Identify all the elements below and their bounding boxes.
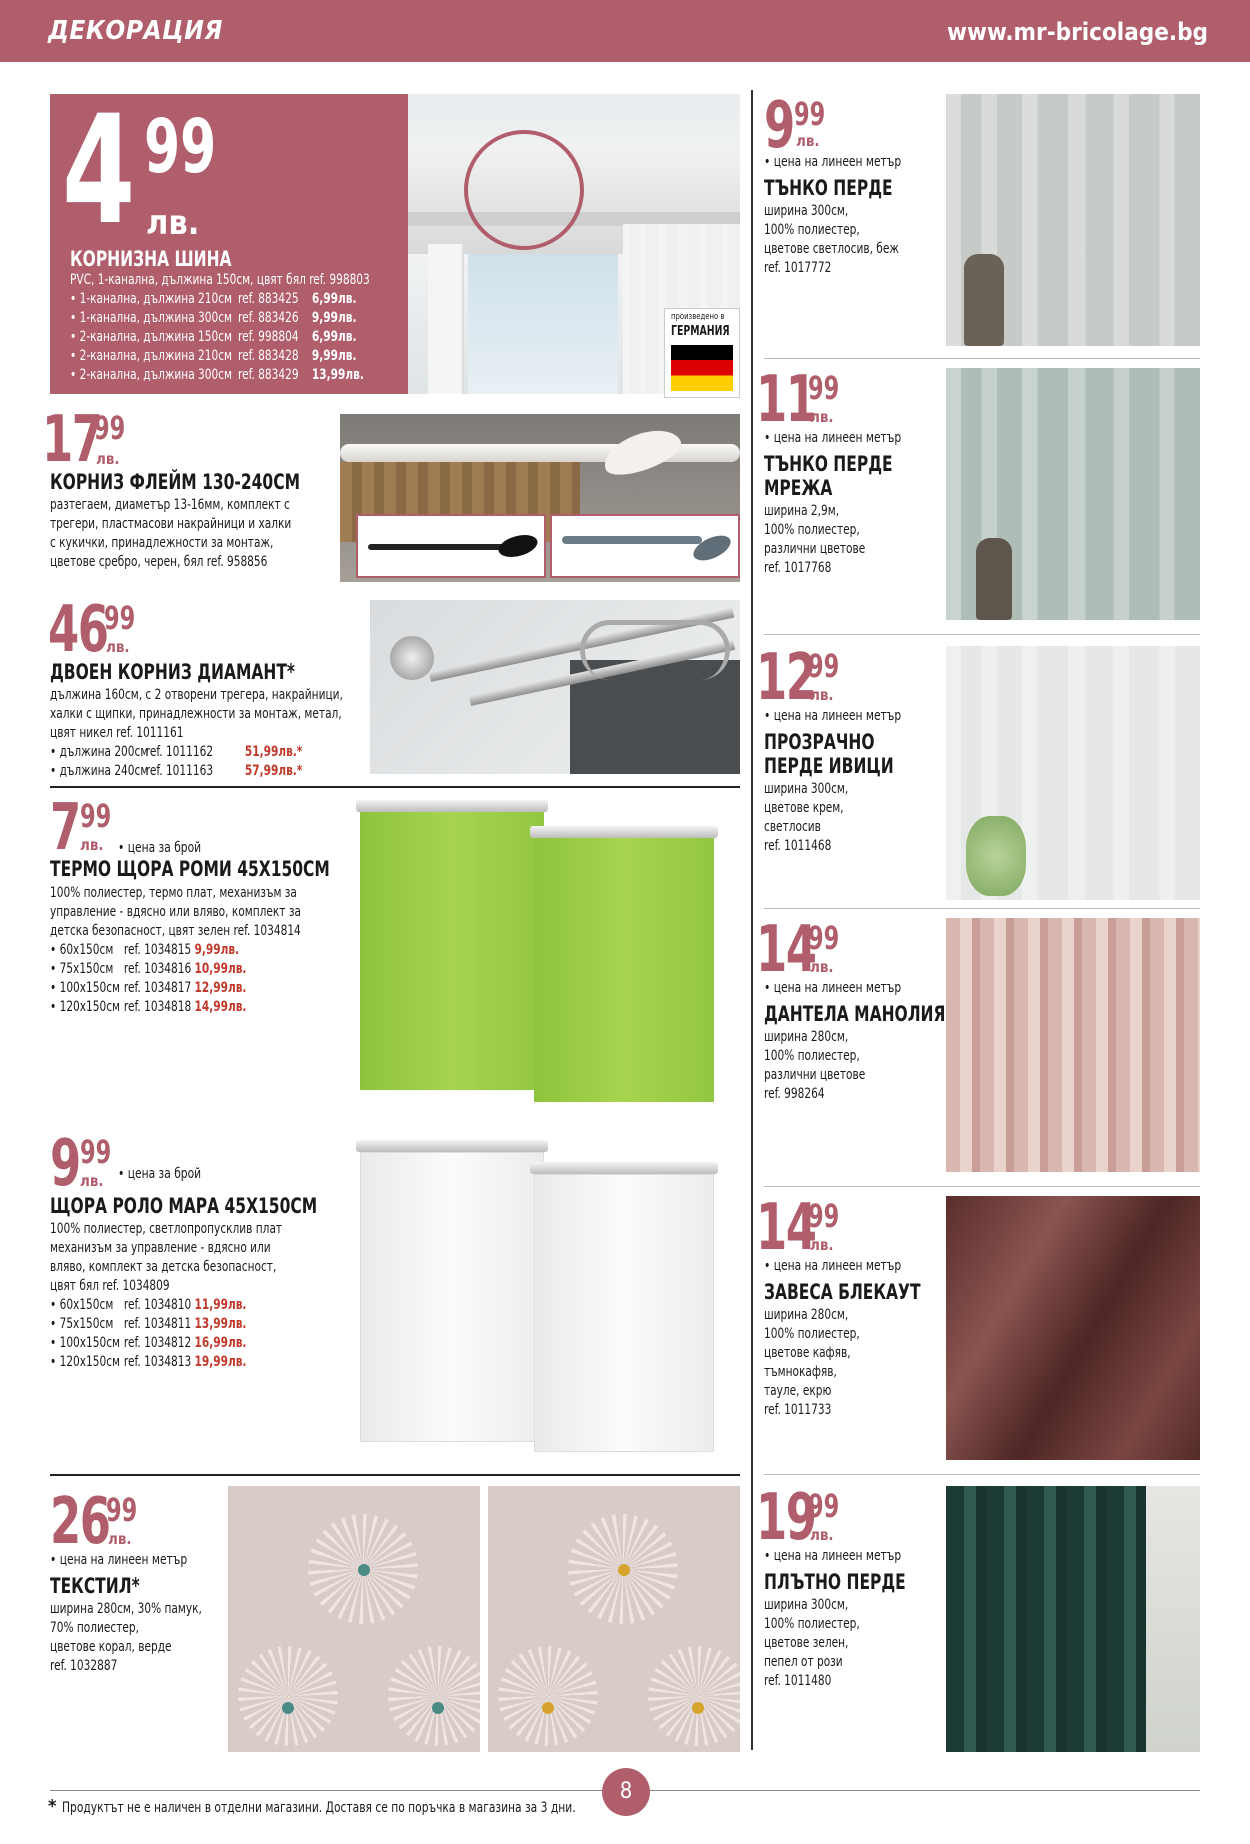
- footnote-star: *: [48, 1796, 57, 1817]
- variant-ref: ref. 1034811: [123, 1316, 192, 1332]
- variant-row: [50, 762, 343, 781]
- diamant-title: ДВОЕН КОРНИЗ ДИАМАНТ*: [50, 660, 296, 684]
- stripes-price: 12 99 лв.: [756, 641, 840, 715]
- rail-description: PVC, 1-канална, дължина 150см, цвят бял ref. 998803 • 1-канална, дължина 210см ref. 883425 6,99лв. • 1-канална, дължина 300см ref. 883426 9,99лв. • 2-канална, дължина 150см ref. 998804 6,99лв. • 2-канална, дължина 210см ref. 883428 9,99лв. • 2-канална, дължина 300см ref. 883429 13,99лв.: [70, 272, 370, 383]
- romi-title: ТЕРМО ЩОРА РОМИ 45Х150СМ: [50, 857, 330, 881]
- variant-ref: ref. 1034816: [123, 961, 192, 977]
- stripes-title-2: ПЕРДЕ ИВИЦИ: [764, 754, 894, 778]
- variant-ref: ref. 1034812: [123, 1335, 192, 1351]
- lace-price: 14 99 лв.: [756, 913, 840, 987]
- variant-ref: ref. 1034815: [123, 942, 192, 958]
- lace-unit: • цена на линеен метър: [764, 980, 902, 996]
- romi-variants: [50, 941, 301, 1017]
- variant-row: [70, 328, 370, 347]
- mara-image-1: [356, 1140, 548, 1430]
- variant-size: • дължина 200см: [50, 744, 149, 760]
- romi-image-1: [356, 800, 548, 1090]
- thin-unit: • цена на линеен метър: [764, 154, 902, 170]
- variant-row: [50, 998, 301, 1017]
- romi-image-2: [530, 826, 718, 1116]
- row-divider: [764, 1474, 1200, 1475]
- variant-size: • 120х150см: [50, 999, 121, 1015]
- variant-row: [50, 1296, 282, 1315]
- variant-ref: ref. 1011163: [145, 763, 214, 779]
- lace-title: ДАНТЕЛА МАНОЛИЯ: [764, 1002, 946, 1026]
- section-divider: [50, 786, 740, 788]
- diamant-variants: [50, 743, 343, 781]
- dense-description: ширина 300см, 100% полиестер, цветове зелен, пепел от рози ref. 1011480: [764, 1597, 860, 1689]
- textile-description: ширина 280см, 30% памук, 70% полиестер, цветове корал, верде ref. 1032887: [50, 1601, 202, 1674]
- column-divider: [751, 90, 753, 1750]
- variant-size: • 120х150см: [50, 1354, 121, 1370]
- blackout-title: ЗАВЕСА БЛЕКАУТ: [764, 1280, 921, 1304]
- variant-price: 13,99лв.: [311, 367, 364, 383]
- variant-price: 11,99лв.: [194, 1297, 247, 1313]
- romi-price: 7 99 лв.: [50, 791, 112, 865]
- variant-size: • дължина 240см: [50, 763, 149, 779]
- flame-description: разтегаем, диаметър 13-16мм, комплект с трегери, пластмасови накрайници и халки с кукички, принадлежности за монтаж, цветове сребро, черен, бял ref. 958856: [50, 497, 292, 570]
- variant-row: [70, 309, 370, 328]
- mesh-price: 11 99 лв.: [756, 363, 840, 437]
- variant-row: [50, 1334, 282, 1353]
- variant-ref: ref. 883429: [238, 367, 299, 383]
- variant-row: [70, 347, 370, 366]
- variant-price: 6,99лв.: [311, 329, 357, 345]
- variant-row: [50, 1353, 282, 1372]
- variant-size: • 60х150см: [50, 942, 114, 958]
- diamant-description: дължина 160см, с 2 отворени трегера, накрайници, халки с щипки, принадлежности за монтаж, метал, цвят никел ref. 1011161 • дължина 200см ref. 1011162 51,99лв.* • дължина 240см ref. 1011163 57,99лв.*: [50, 687, 343, 779]
- variant-price: 14,99лв.: [194, 999, 247, 1015]
- variant-ref: ref. 1034817: [123, 980, 192, 996]
- page-header: [0, 0, 1250, 62]
- lace-description: ширина 280см, 100% полиестер, различни цветове ref. 998264: [764, 1029, 866, 1102]
- variant-row: [50, 743, 343, 762]
- variant-size: • 100х150см: [50, 980, 121, 996]
- stripes-description: ширина 300см, цветове крем, светлосив ref. 1011468: [764, 781, 849, 854]
- blackout-image: [946, 1196, 1200, 1460]
- variant-row: [50, 1315, 282, 1334]
- blackout-unit: • цена на линеен метър: [764, 1258, 902, 1274]
- flame-title: КОРНИЗ ФЛЕЙМ 130-240СМ: [50, 470, 300, 494]
- row-divider: [764, 358, 1200, 359]
- thin-description: ширина 300см, 100% полиестер, цветове светлосив, беж ref. 1017772: [764, 203, 899, 276]
- variant-price: 9,99лв.: [311, 310, 357, 326]
- blackout-description: ширина 280см, 100% полиестер, цветове кафяв, тъмнокафяв, тауле, екрю ref. 1011733: [764, 1307, 860, 1418]
- mara-title: ЩОРА РОЛО МАРА 45Х150СМ: [50, 1194, 318, 1218]
- variant-size: • 60х150см: [50, 1297, 114, 1313]
- variant-ref: ref. 1034810: [123, 1297, 192, 1313]
- made-in-germany-badge: произведено в ГЕРМАНИЯ: [664, 308, 740, 398]
- variant-price: 57,99лв.*: [244, 763, 303, 779]
- variant-price: 9,99лв.: [194, 942, 240, 958]
- blackout-price: 14 99 лв.: [756, 1191, 840, 1265]
- rail-title: КОРНИЗНА ШИНА: [70, 247, 232, 271]
- textile-title: ТЕКСТИЛ*: [50, 1574, 140, 1598]
- variant-ref: ref. 883426: [238, 310, 299, 326]
- mesh-title-2: МРЕЖА: [764, 476, 833, 500]
- rail-price: 4 99 лв.: [62, 84, 217, 258]
- variant-row: [50, 979, 301, 998]
- variant-ref: ref. 1011162: [145, 744, 214, 760]
- variant-price: 10,99лв.: [194, 961, 247, 977]
- germany-flag-icon: [671, 345, 733, 391]
- flame-price: 17 99 лв.: [42, 403, 126, 477]
- mara-description: 100% полиестер, светлопропусклив плат механизъм за управление - вдясно или вляво, комплект за детска безопасност, цвят бял ref. 1034809 • 60х150см ref. 1034810 11,99лв. • 75х150см ref. 1034811 13,99лв. • 100х150см ref. 1034812 16,99лв. • 120х150см ref. 1034813 19,99лв.: [50, 1221, 283, 1370]
- stripes-unit: • цена на линеен метър: [764, 708, 902, 724]
- row-divider: [764, 1186, 1200, 1187]
- section-title: ДЕКОРАЦИЯ: [48, 16, 223, 46]
- variant-size: • 1-канална, дължина 300см: [70, 310, 233, 326]
- stripes-title: ПРОЗРАЧНО: [764, 730, 875, 754]
- textile-unit: • цена на линеен метър: [50, 1552, 188, 1568]
- variant-price: 19,99лв.: [194, 1354, 247, 1370]
- variant-price: 13,99лв.: [194, 1316, 247, 1332]
- mara-image-2: [530, 1162, 718, 1452]
- dense-price: 19 99 лв.: [756, 1481, 840, 1555]
- variant-price: 51,99лв.*: [244, 744, 303, 760]
- variant-size: • 2-канална, дължина 150см: [70, 329, 233, 345]
- textile-swatch-coral: [228, 1486, 480, 1752]
- variant-size: • 75х150см: [50, 1316, 114, 1332]
- row-divider: [764, 634, 1200, 635]
- variant-row: [70, 366, 370, 385]
- variant-ref: ref. 1034813: [123, 1354, 192, 1370]
- variant-row: [50, 960, 301, 979]
- variant-price: 6,99лв.: [311, 291, 357, 307]
- variant-size: • 2-канална, дължина 210см: [70, 348, 233, 364]
- dense-image: [946, 1486, 1200, 1752]
- variant-ref: ref. 1034818: [123, 999, 192, 1015]
- section-divider: [50, 1474, 740, 1476]
- mesh-description: ширина 2,9м, 100% полиестер, различни цветове ref. 1017768: [764, 503, 866, 576]
- variant-row: [50, 941, 301, 960]
- variant-size: • 75х150см: [50, 961, 114, 977]
- variant-price: 9,99лв.: [311, 348, 357, 364]
- thin-title: ТЪНКО ПЕРДЕ: [764, 176, 893, 200]
- mesh-title: ТЪНКО ПЕРДЕ: [764, 452, 893, 476]
- variant-price: 16,99лв.: [194, 1335, 247, 1351]
- thin-image: [946, 94, 1200, 346]
- row-divider: [764, 908, 1200, 909]
- romi-description: 100% полиестер, термо плат, механизъм за управление - вдясно или вляво, комплект за детска безопасност, цвят зелен ref. 1034814 • 60х150см ref. 1034815 9,99лв. • 75х150см ref. 1034816 10,99лв. • 100х150см ref. 1034817 12,99лв. • 120х150см ref. 1034818 14,99лв.: [50, 885, 301, 1015]
- variant-row: [70, 290, 370, 309]
- variant-price: 12,99лв.: [194, 980, 247, 996]
- rail-variants: [70, 290, 370, 385]
- textile-swatch-verde: [488, 1486, 740, 1752]
- variant-ref: ref. 998804: [238, 329, 299, 345]
- mara-variants: [50, 1296, 282, 1372]
- variant-ref: ref. 883425: [238, 291, 299, 307]
- diamant-price: 46 99 лв.: [48, 593, 136, 667]
- variant-size: • 2-канална, дължина 300см: [70, 367, 233, 383]
- flame-image: [340, 414, 740, 582]
- variant-size: • 1-канална, дължина 210см: [70, 291, 233, 307]
- diamant-image: [370, 600, 740, 774]
- stripes-image: [946, 646, 1200, 900]
- variant-size: • 100х150см: [50, 1335, 121, 1351]
- mesh-image: [946, 368, 1200, 620]
- dense-title: ПЛЪТНО ПЕРДЕ: [764, 1570, 906, 1594]
- lace-image: [946, 918, 1200, 1172]
- thin-price: 9 99 лв.: [764, 89, 826, 163]
- romi-unit: • цена за брой: [118, 840, 202, 856]
- footnote-text: Продуктът не е наличен в отделни магазини. Доставя се по поръчка в магазина за 3 дни.: [62, 1800, 576, 1816]
- page-number: 8: [602, 1768, 650, 1816]
- mesh-unit: • цена на линеен метър: [764, 430, 902, 446]
- textile-price: 26 99 лв.: [50, 1485, 138, 1559]
- mara-price: 9 99 лв.: [50, 1127, 112, 1201]
- site-url[interactable]: www.mr-bricolage.bg: [947, 18, 1208, 46]
- mara-unit: • цена за брой: [118, 1166, 202, 1182]
- dense-unit: • цена на линеен метър: [764, 1548, 902, 1564]
- variant-ref: ref. 883428: [238, 348, 299, 364]
